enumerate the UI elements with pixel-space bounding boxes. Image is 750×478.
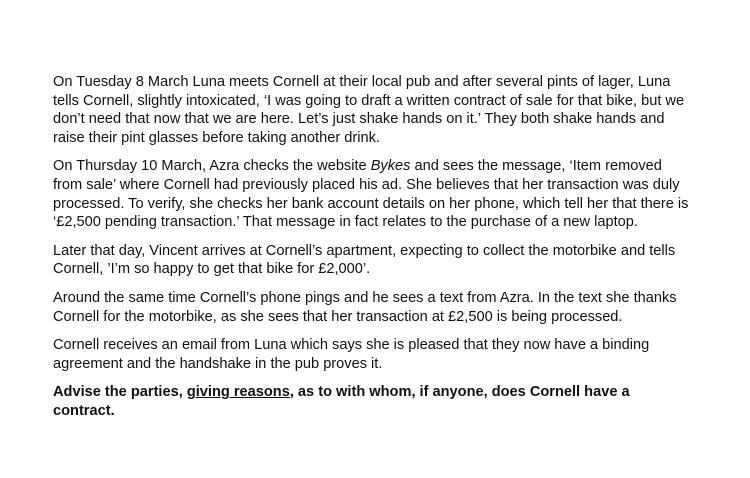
- paragraph-azra-text-end: and sees the message, ‘Item removed from sale’ where Cornell had previously placed his ad. She believes that her transaction was duly processed. To verify, she checks her bank account details on her phone, which tell her that there is ‘£2,500 pending transaction.’ That message in fact relates to the purchase of a new laptop.: [53, 158, 689, 231]
- website-name: Bykes: [370, 158, 411, 175]
- paragraph-vincent-arrival: Later that day, Vincent arrives at Cornell’s apartment, expecting to collect the motorbike and tells Cornell, ’I’m so happy to get that bike for £2,000’.: [53, 242, 676, 278]
- paragraph-azra-website: [53, 157, 693, 231]
- question-text-end: , as to with whom, if anyone, does Cornell have a contract.: [53, 384, 630, 419]
- paragraph-azra-text-start: On Thursday 10 March, Azra checks the website: [53, 158, 371, 175]
- question-prompt: [53, 383, 693, 420]
- question-text-start: Advise the parties,: [53, 384, 187, 401]
- paragraph-luna-handshake: On Tuesday 8 March Luna meets Cornell at their local pub and after several pints of lager, Luna tells Cornell, slightly intoxicated, ‘I was going to draft a written contract of sale for that bike, but we don’t need that now that we are here. Let’s just shake hands on it.’ They both shake hands and raise their pint glasses before taking another drink.: [53, 74, 685, 146]
- paragraph-luna-email: Cornell receives an email from Luna which says she is pleased that they now have a binding agreement and the handshake in the pub proves it.: [53, 337, 650, 372]
- question-emphasis: giving reasons: [186, 384, 290, 401]
- paragraph-azra-text-message: Around the same time Cornell’s phone pings and he sees a text from Azra. In the text she thanks Cornell for the motorbike, as she sees that her transaction at £2,500 is being processed.: [53, 289, 677, 325]
- document-body: [53, 73, 693, 431]
